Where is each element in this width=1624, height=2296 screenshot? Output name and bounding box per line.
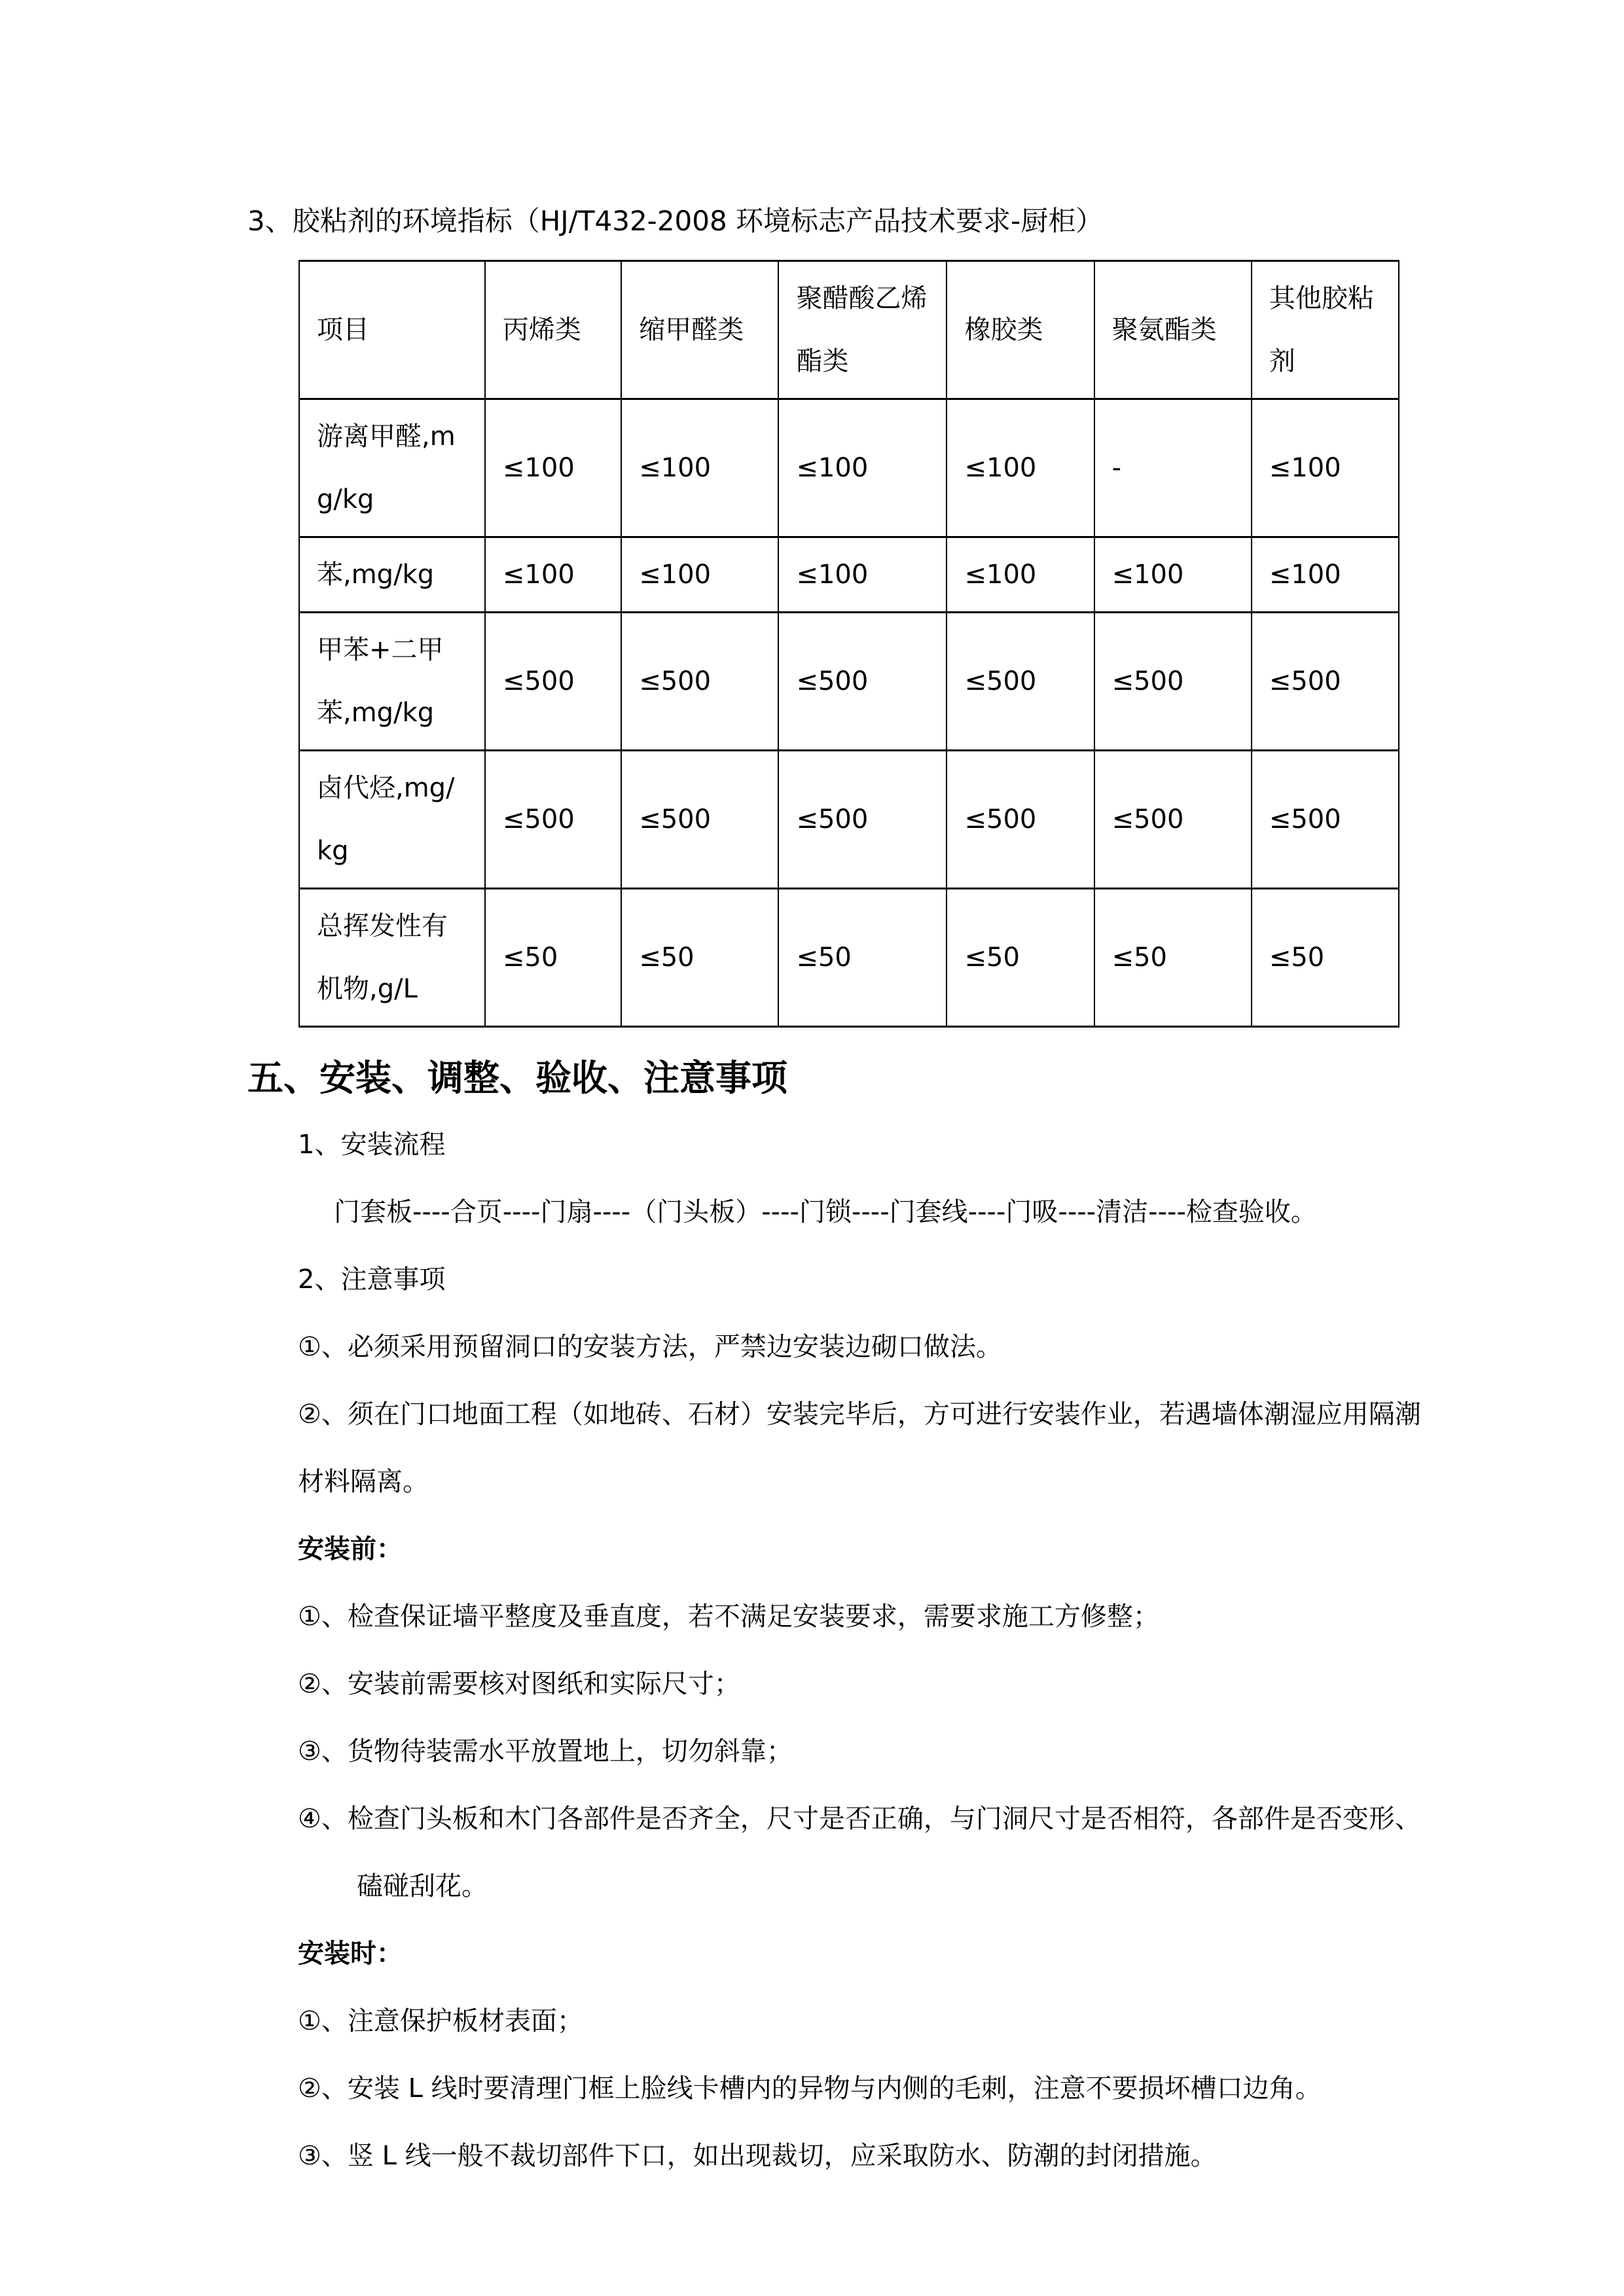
row-label: 甲苯+二甲苯,mg/kg: [299, 613, 485, 751]
row-label: 总挥发性有机物,g/L: [299, 889, 485, 1027]
cell-value: ≤100: [1252, 537, 1399, 613]
cell-value: ≤100: [1094, 537, 1252, 613]
during-install-item: ③、竖 L 线一般不裁切部件下口，如出现裁切，应采取防水、防潮的封闭措施。: [298, 2141, 1217, 2171]
adhesive-environment-table: [298, 260, 1399, 1028]
during-install-title: 安装时：: [298, 1939, 403, 1969]
cell-value: ≤100: [778, 537, 947, 613]
before-install-item: ①、检查保证墙平整度及垂直度，若不满足安装要求，需要求施工方修整；: [298, 1602, 1159, 1632]
precaution-item: ①、必须采用预留洞口的安装方法，严禁边安装边砌口做法。: [298, 1332, 1002, 1362]
cell-value: ≤500: [621, 751, 778, 889]
col-header-pu: 聚氨酯类: [1094, 261, 1252, 399]
section3-title: 3、胶粘剂的环境指标（HJ/T432-2008 环境标志产品技术要求-厨柜）: [247, 205, 1104, 237]
cell-value: ≤100: [1252, 399, 1399, 537]
cell-value: ≤50: [778, 889, 947, 1027]
table-row-toluene-xylene: [299, 613, 1399, 751]
row-label: 苯,mg/kg: [299, 537, 485, 613]
cell-value: ≤100: [778, 399, 947, 537]
col-header-rubber: 橡胶类: [947, 261, 1094, 399]
cell-value: ≤500: [1252, 613, 1399, 751]
install-process-title: 1、安装流程: [298, 1130, 446, 1160]
col-header-pva: 聚醋酸乙烯酯类: [778, 261, 947, 399]
cell-value: ≤500: [1094, 751, 1252, 889]
cell-value: ≤50: [1094, 889, 1252, 1027]
section5-body: [298, 1111, 1428, 2190]
cell-value: ≤50: [485, 889, 621, 1027]
cell-value: ≤100: [621, 537, 778, 613]
before-install-item: ③、货物待装需水平放置地上，切勿斜靠；: [298, 1736, 793, 1767]
cell-value: ≤100: [485, 399, 621, 537]
cell-value: ≤100: [947, 399, 1094, 537]
cell-value: ≤500: [1094, 613, 1252, 751]
before-install-item: ②、安装前需要核对图纸和实际尺寸；: [298, 1669, 740, 1699]
col-header-item: 项目: [299, 261, 485, 399]
before-install-title: 安装前：: [298, 1534, 403, 1564]
section5-heading: 五、安装、调整、验收、注意事项: [247, 1057, 788, 1099]
cell-value: ≤500: [485, 751, 621, 889]
cell-value: ≤500: [947, 613, 1094, 751]
cell-value: ≤50: [621, 889, 778, 1027]
table-row-benzene: [299, 537, 1399, 613]
cell-value: ≤500: [1252, 751, 1399, 889]
cell-value: ≤100: [621, 399, 778, 537]
cell-value: ≤500: [621, 613, 778, 751]
cell-value: ≤500: [485, 613, 621, 751]
install-process-flow: 门套板----合页----门扇----（门头板）----门锁----门套线----门吸----清洁----检查验收。: [334, 1197, 1317, 1227]
col-header-other: 其他胶粘剂: [1252, 261, 1399, 399]
row-label: 卤代烃,mg/kg: [299, 751, 485, 889]
cell-value: ≤50: [1252, 889, 1399, 1027]
table-row-halogenated: [299, 751, 1399, 889]
col-header-formal: 缩甲醛类: [621, 261, 778, 399]
cell-value: ≤100: [947, 537, 1094, 613]
cell-value: -: [1094, 399, 1252, 537]
row-label: 游离甲醛,mg/kg: [299, 399, 485, 537]
table-row-formaldehyde: [299, 399, 1399, 537]
cell-value: ≤100: [485, 537, 621, 613]
precautions-title: 2、注意事项: [298, 1265, 446, 1295]
during-install-item: ②、安装 L 线时要清理门框上脸线卡槽内的异物与内侧的毛刺，注意不要损坏槽口边角。: [298, 2073, 1322, 2104]
cell-value: ≤500: [778, 613, 947, 751]
cell-value: ≤500: [778, 751, 947, 889]
before-install-item: ④、检查门头板和木门各部件是否齐全，尺寸是否正确，与门洞尺寸是否相符，各部件是否变形、磕碰刮花。: [298, 1804, 1421, 1901]
col-header-acrylic: 丙烯类: [485, 261, 621, 399]
cell-value: ≤500: [947, 751, 1094, 889]
during-install-item: ①、注意保护板材表面；: [298, 2006, 583, 2036]
cell-value: ≤50: [947, 889, 1094, 1027]
precaution-item: ②、须在门口地面工程（如地砖、石材）安装完毕后，方可进行安装作业，若遇墙体潮湿应用隔潮材料隔离。: [298, 1399, 1421, 1497]
table-header-row: [299, 261, 1399, 399]
table-row-tvoc: [299, 889, 1399, 1027]
